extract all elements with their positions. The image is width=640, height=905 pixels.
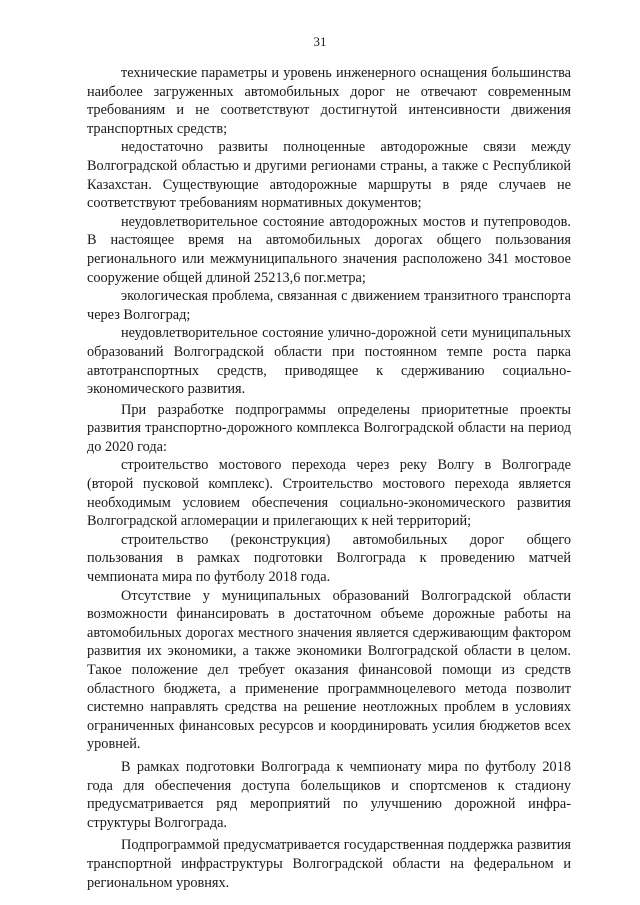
- paragraph-road-connections: недостаточно развиты полноценные автодорожные связи между Волгоградской областью и другими регионами страны, а также с Республикой Казахстан. Существующие автодорожные маршруты в ряде случаев не соответствуют требованиям нормативных документов;: [87, 139, 571, 212]
- paragraph-ecological-problem: экологическая проблема, связанная с движением транзитного транспорта через Волгоград;: [87, 288, 571, 323]
- paragraph-bridges-state: неудовлетворительное состояние автодорожных мостов и путепроводов. В настоящее время на автомобильных дорогах общего пользования регионального или межмуниципального значения расположено 341 мостовое сооружение общей длиной 25213,6 пог.метра;: [87, 213, 571, 286]
- paragraph-street-network: неудовлетворительное состояние улично-дорожной сети муниципальных образований Волгоградской области при постоянном темпе роста парка автотранспортных средств, приводящее к сдерживанию социальноэкономического развития.: [87, 325, 571, 398]
- paragraph-technical-parameters: технические параметры и уровень инженерного оснащения большинства наиболее загруженных автомобильных дорог не отвечают современным требованиям и не соответствуют достигнутой интенсивности движения транспортных средств;: [87, 65, 571, 137]
- paragraph-worldcup-roads: строительство (реконструкция) автомобильных дорог общего пользования в рамках подготовки Волгограда к проведению матчей чемпионата мира по футболу 2018 года.: [87, 531, 571, 586]
- paragraph-priority-projects: При разработке подпрограммы определены приоритетные проекты развития транспортно-дорожного комплекса Волгоградской области на период до 2020 года:: [87, 401, 571, 455]
- paragraph-state-support: Подпрограммой предусматривается государственная поддержка развития транспортной инфраструктуры Волгоградской области на федеральном и региональном уровнях.: [87, 837, 571, 891]
- paragraph-volga-bridge: строительство мостового перехода через реку Волгу в Волгограде (второй пусковой комплекс). Строительство мостового перехода является необходимым условием обеспечения социально-экономического развития Волгоградской агломерации и прилегающих к ней территорий;: [87, 457, 571, 530]
- paragraph-municipal-financing: Отсутствие у муниципальных образований Волгоградской области возможности финансировать в достаточном объеме дорожные работы на автомобильных дорогах местного значения является сдерживающим фактором развития их экономики, а также экономики Волгоградской области в целом. Такое положение дел требует оказания финансовой помощи из средств областного бюджета, а применение программноцелевого метода позволит системно направлять средства на решение неотложных проблем в условиях ограниченных финансовых ресурсов и координировать усилия бюджетов всех уровней.: [87, 587, 571, 753]
- document-body: [87, 64, 571, 892]
- page-number: 31: [313, 34, 327, 49]
- paragraph-stadium-access: В рамках подготовки Волгограда к чемпионату мира по футболу 2018 года для обеспечения доступа болельщиков и спортсменов к стадиону предусматривается ряд мероприятий по улучшению дорожной инфраструктуры Волгограда.: [87, 758, 571, 831]
